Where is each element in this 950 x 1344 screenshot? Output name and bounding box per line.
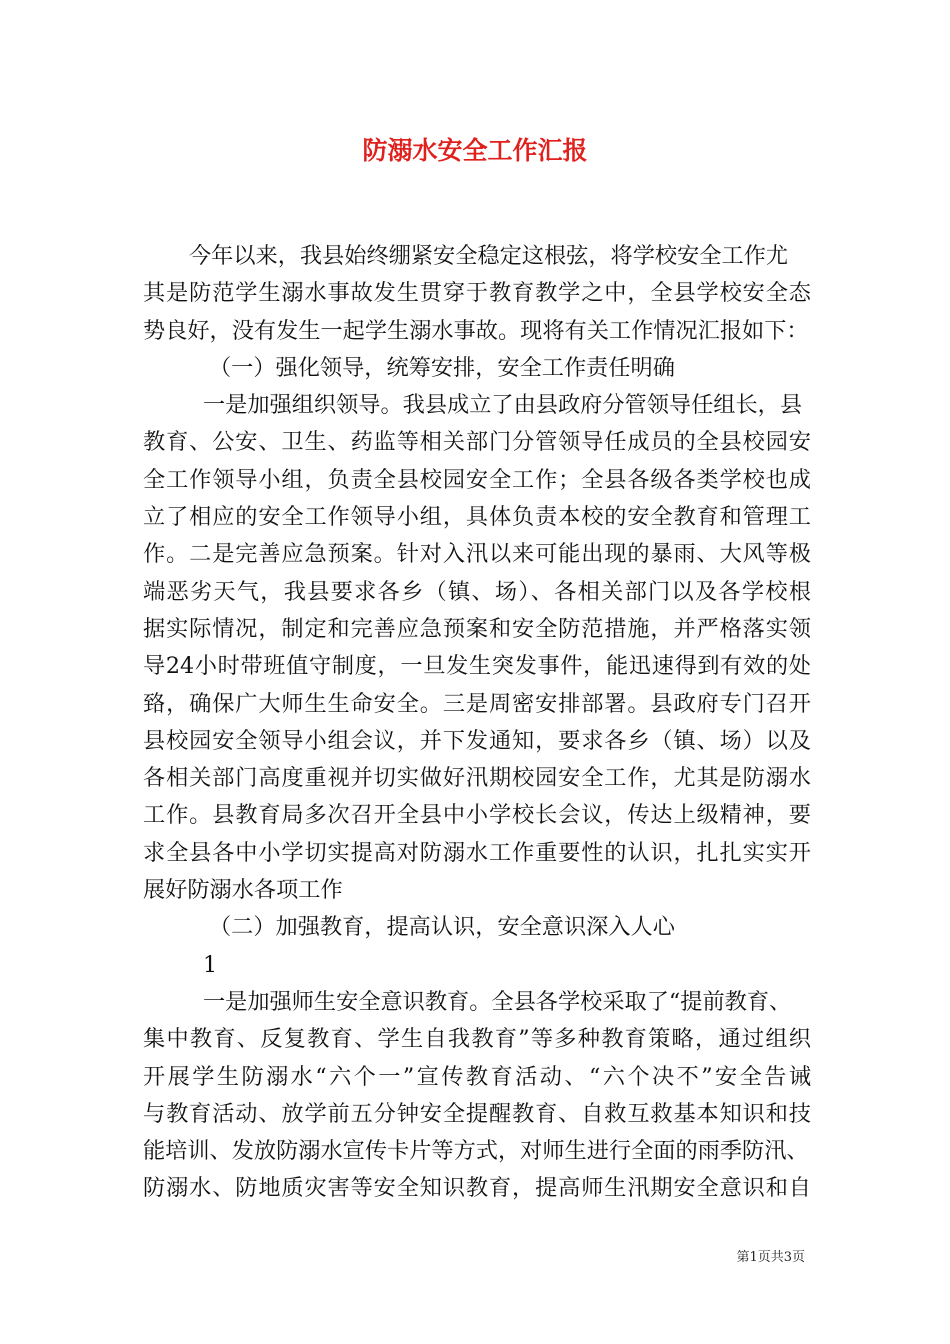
body-line: 教育、公安、卫生、药监等相关部门分管领导任成员的全县校园安 (143, 429, 811, 456)
body-line: 一是加强师生安全意识教育。全县各学校采取了“提前教育、 (203, 988, 792, 1015)
body-line: 其是防范学生溺水事故发生贯穿于教育教学之中，全县学校安全态 (143, 280, 811, 307)
document-body (143, 238, 811, 1208)
body-line: 县校园安全领导小组会议，并下发通知，要求各乡（镇、场）以及 (143, 727, 811, 754)
body-line: 导24小时带班值守制度，一旦发生突发事件，能迅速得到有效的处 (143, 653, 811, 680)
section-heading: （二）加强教育，提高认识，安全意识深入人心 (209, 914, 675, 941)
body-line: 与教育活动、放学前五分钟安全提醒教育、自救互救基本知识和技 (143, 1100, 811, 1127)
document-title: 防溺水安全工作汇报 (362, 136, 588, 165)
body-line: 防溺水、防地质灾害等安全知识教育，提高师生汛期安全意识和自 (143, 1175, 811, 1202)
body-line: 集中教育、反复教育、学生自我教育”等多种教育策略，通过组织 (143, 1026, 811, 1053)
body-line: 端恶劣天气，我县要求各乡（镇、场）、各相关部门以及各学校根 (143, 578, 811, 605)
body-line: 今年以来，我县始终绷紧安全稳定这根弦，将学校安全工作尤 (189, 243, 789, 269)
page-number-marker: 1 (203, 951, 218, 978)
body-line: 一是加强组织领导。我县成立了由县政府分管领导任组长，县 (203, 392, 803, 419)
body-line: 据实际情况，制定和完善应急预案和安全防范措施，并严格落实领 (143, 615, 811, 642)
body-line: 势良好，没有发生一起学生溺水事故。现将有关工作情况汇报如下： (143, 317, 809, 344)
body-line: 展好防溺水各项工作 (143, 877, 343, 904)
body-line: 能培训、发放防溺水宣传卡片等方式，对师生进行全面的雨季防汛、 (143, 1138, 809, 1165)
body-line: 求全县各中小学切实提高对防溺水工作重要性的认识，扎扎实实开 (143, 839, 811, 866)
body-line: 全工作领导小组，负责全县校园安全工作；全县各级各类学校也成 (143, 466, 811, 493)
body-line: 臵，确保广大师生生命安全。三是周密安排部署。县政府专门召开 (143, 690, 811, 717)
body-line: 工作。县教育局多次召开全县中小学校长会议，传达上级精神，要 (143, 802, 811, 829)
body-line: 开展学生防溺水“六个一”宣传教育活动、“六个决不”安全告诫 (143, 1063, 811, 1090)
body-line: 作。二是完善应急预案。针对入汛以来可能出现的暴雨、大风等极 (143, 541, 811, 568)
section-heading: （一）强化领导，统筹安排，安全工作责任明确 (209, 354, 675, 381)
body-line: 立了相应的安全工作领导小组，具体负责本校的安全教育和管理工 (143, 504, 811, 531)
page-footer: 第1页共3页 (736, 1250, 805, 1265)
body-line: 各相关部门高度重视并切实做好汛期校园安全工作，尤其是防溺水 (143, 765, 811, 792)
